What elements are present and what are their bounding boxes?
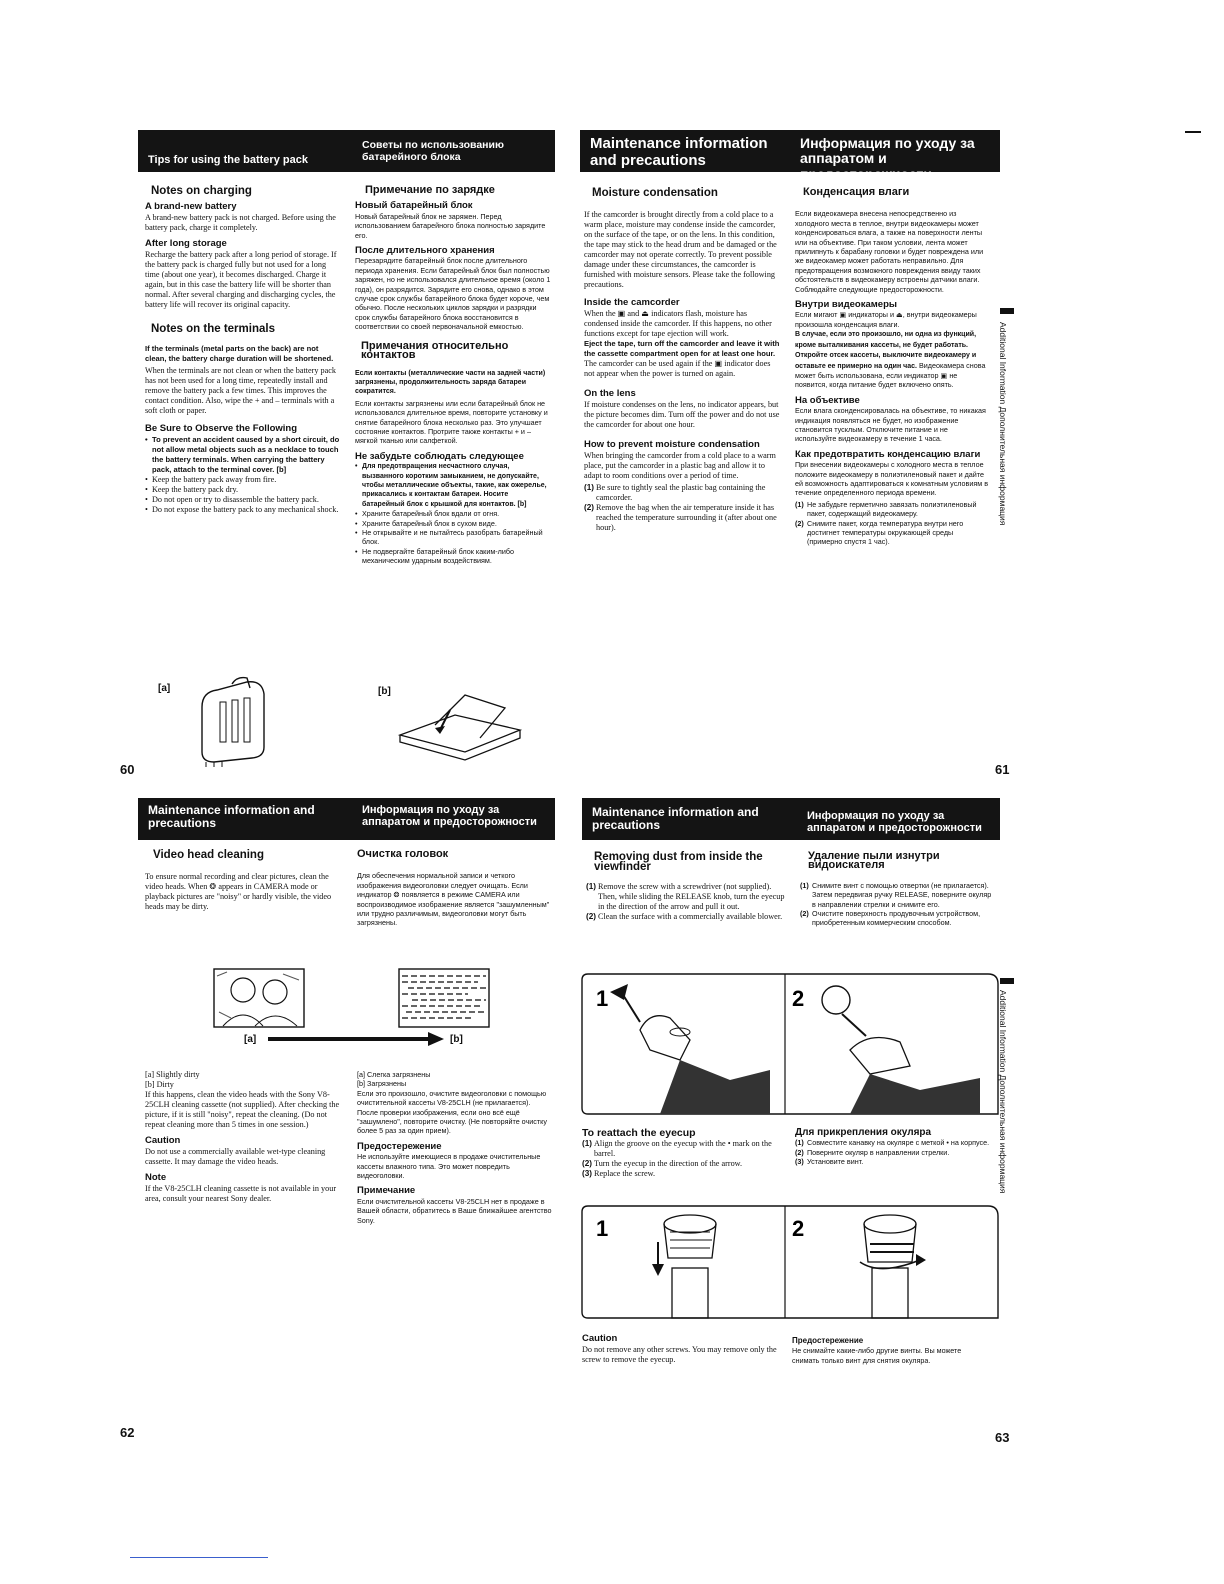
arrow-illustration (268, 1032, 444, 1046)
list-item: • Храните батарейный блок в сухом виде. (362, 519, 551, 528)
p63-en-reattach-column (582, 1122, 782, 1179)
section-tab-marker (1000, 978, 1014, 984)
text: Установите винт. (807, 1157, 864, 1167)
subheading: Внутри видеокамеры (795, 299, 897, 311)
paragraph: Если влага сконденсировалась на объективе, то никакая индикация появляться не будет, но изображение становится тусклым. Отключите питание и не используйте видеокамеру в течение 1 часа. (795, 406, 986, 444)
paragraph: Новый батарейный блок не заряжен. Перед использованием батарейного блока полностью зарядите его. (355, 211, 546, 240)
legend-a: [a] Slightly dirty (145, 1070, 200, 1079)
step-number: 1 (596, 986, 609, 1011)
list-item: • Do not open or try to disassemble the battery pack. (152, 495, 341, 505)
paragraph: Не снимайте какие-либо другие винты. Вы можете снимать только винт для снятия окуляра. (792, 1346, 962, 1365)
banner-title: Maintenance information and precautions (148, 803, 315, 831)
section-heading: Notes on the terminals (151, 323, 275, 335)
list-item (584, 483, 780, 503)
side-section-label: Additional Information Дополнительная информация (998, 322, 1008, 526)
list-item: • To prevent an accident caused by a short circuit, do not allow metal objects such as a necklace to touch the battery terminals. When carrying the battery pack, attach to the terminal cover. [b] (152, 435, 341, 475)
page-number: 61 (995, 762, 1010, 777)
list-item (795, 500, 990, 519)
text: Replace the screw. (594, 1169, 656, 1178)
bold-text: Eject the tape, turn off the camcorder and leave it with the cassette compartment open for at least one hour. (584, 339, 780, 358)
paragraph: If the camcorder is brought directly from a cold place to a warm place, moisture may condense inside the camcorder, on the surface of the tape, or on the lens. In this condition, the tape may stick to the head drum and be damaged or the camcorder may not operate correctly. To prevent possible damage under these circumstances, the camcorder is furnished with moisture sensors. Please take the following precautions. (584, 210, 777, 289)
eyecup-removal-illustration (580, 970, 1000, 1118)
p63-ru-reattach-column (795, 1122, 991, 1167)
illustration-label-a: [a] (158, 683, 171, 694)
item-number: (1) (586, 882, 597, 891)
step-number: 2 (792, 1216, 805, 1241)
paragraph (584, 309, 780, 379)
p61-en-column (584, 188, 780, 533)
subheading: Be Sure to Observe the Following (145, 423, 298, 434)
item-number: (3) (582, 1169, 593, 1178)
legend-a: [a] Слегка загрязнены (357, 1070, 431, 1079)
paragraph: Если очистительной кассеты V8-25CLH нет в продаже в Вашей области, обратитесь в Ваше ближайшее агентство Sony. (357, 1196, 552, 1225)
list-item (582, 1159, 782, 1169)
paragraph: When bringing the camcorder from a cold place to a warm place, put the camcorder in a plastic bag and allow it to adapt to room conditions over a period of time. (584, 451, 776, 480)
subheading: Как предотвратить конденсацию влаги (795, 448, 981, 460)
banner-p61-en (580, 130, 790, 172)
list-item: • Для предотвращения несчастного случая, вызванного коротким замыканием, не допускайте, чтобы металлические объекты, такие, как ожерелье, прикасались к контактам батареи. Носите батарейный блок с крышкой для контактов. [b] (362, 462, 551, 509)
banner-title: Tips for using the battery pack (148, 154, 308, 166)
side-section-label: Additional Information Дополнительная информация (998, 990, 1008, 1194)
text: Поверните окуляр в направлении стрелки. (807, 1147, 950, 1157)
p63-en-caution (582, 1328, 782, 1367)
dirty-picture-illustration (398, 968, 490, 1028)
paragraph: При внесении видеокамеры с холодного места в теплое положите видеокамеру в полиэтиленовый пакет и дайте ей возможность адаптироваться к комнатным условиям в течение определенного периода времени. (795, 460, 989, 498)
step-number: 2 (792, 986, 805, 1011)
subheading: To reattach the eyecup (582, 1127, 696, 1139)
page-number: 62 (120, 1425, 135, 1440)
paragraph: Если контакты загрязнены или если батарейный блок не использовался длительное время, повторите установку и снятие батарейного блока несколько раз. Это улучшает состояние контактов. Протрите также контакты + и – мягкой тканью или салфеткой. (355, 398, 548, 446)
item-number: (2) (795, 1147, 804, 1157)
banner-p63-en (582, 798, 795, 840)
banner-p61-ru (790, 130, 1000, 182)
banner-title: Maintenance information and precautions (592, 805, 759, 833)
section-heading: Moisture condensation (592, 187, 718, 199)
banner-p60-en (138, 130, 350, 172)
item-number: (1) (584, 483, 595, 492)
list-item (795, 1148, 991, 1157)
item-number: (3) (795, 1157, 804, 1167)
bold-text: В случае, если это произошло, ни одна из функций, кроме выталкивания кассеты, не будет работать. Откройте отсек кассеты, выключите видеокамеру и оставьте ее примерно на один час. (795, 331, 977, 370)
text: The camcorder can be used again if the ▣ indicator does not appear when the power is turned on again. (584, 359, 771, 378)
subheading: После длительного хранения (355, 245, 495, 257)
page-number: 63 (995, 1430, 1010, 1445)
text: Align the groove on the eyecup with the • mark on the barrel. (594, 1139, 772, 1158)
bullet-list (145, 435, 341, 515)
section-heading: Примечания относительно контактов (361, 339, 509, 362)
item-number: (1) (795, 1138, 804, 1148)
section-heading: Video head cleaning (153, 849, 264, 861)
banner-p63-ru (795, 798, 1000, 840)
numbered-list (795, 1138, 991, 1166)
item-number: (2) (586, 912, 597, 921)
list-item (795, 1157, 991, 1166)
numbered-list (795, 500, 990, 547)
list-item (582, 1169, 782, 1179)
section-heading: Очистка головок (357, 848, 449, 860)
banner-p60-ru (350, 130, 555, 172)
subheading: A brand-new battery (145, 201, 237, 212)
subheading: Inside the camcorder (584, 297, 680, 308)
text: Очистите поверхность продувочным устройством, приобретенным коммерческим способом. (812, 909, 981, 928)
text: Снимите пакет, когда температура внутри него достигнет температуры окружающей среды (примерно спустя 1 час). (807, 518, 964, 547)
subheading: How to prevent moisture condensation (584, 439, 760, 450)
subheading: Предостережение (357, 1140, 442, 1152)
legend-b: [b] Dirty (145, 1080, 174, 1089)
slightly-dirty-picture-illustration (213, 968, 305, 1028)
bold-paragraph: Если контакты (металлические части на задней части) загрязнены, продолжительность заряда батареи сократится. (355, 369, 546, 396)
text: Turn the eyecup in the direction of the arrow. (594, 1159, 743, 1168)
text: When the ▣ and ⏏ indicators flash, moisture has condensed inside the camcorder. If this happens, no other functions except for tape ejection will work. (584, 309, 772, 338)
paragraph: Не используйте имеющиеся в продаже очистительные кассеты влажного типа. Это может повредить видеоголовки. (357, 1152, 541, 1181)
item-number: (2) (584, 503, 595, 512)
paragraph: Recharge the battery pack after a long period of storage. If the battery pack is charged fully but not used for a long time (about one year), it becomes discharged. Charge it again, but in this case the battery life will be shorter than normal. After several charging and discharging cycles, the battery life will recover its original capacity. (145, 250, 337, 309)
illustration-label-b: [b] (378, 686, 391, 697)
subheading: Note (145, 1172, 167, 1183)
list-item (800, 881, 992, 909)
item-number: (2) (795, 518, 804, 528)
text: Remove the screw with a screwdriver (not supplied). Then, while sliding the RELEASE knob, turn the eyecup in the direction of the arrow and pull it out. (598, 882, 785, 911)
paragraph: If this happens, clean the video heads with the Sony V8-25CLH cleaning cassette (not supplied). After checking the picture, if it is still "noisy", repeat the cleaning. (Do not repeat cleaning more than 5 times in one session.) (145, 1090, 340, 1129)
section-heading: Примечание по зарядке (365, 184, 495, 196)
terminal-cover-illustration (395, 690, 525, 765)
list-item (795, 519, 990, 547)
item-number: (1) (582, 1139, 593, 1148)
p63-ru-caution (792, 1330, 988, 1367)
list-item (586, 912, 786, 922)
bold-paragraph: If the terminals (metal parts on the back) are not clean, the battery charge duration will be shortened. (145, 344, 334, 363)
text: Снимите винт с помощью отвертки (не прилагается). Затем передвигая ручку RELEASE, поверните окуляр в направлении стрелки и снимите его. (812, 880, 992, 909)
subheading: Новый батарейный блок (355, 200, 473, 212)
battery-pack-illustration (192, 672, 282, 767)
numbered-list (586, 882, 786, 922)
step-number: 1 (596, 1216, 609, 1241)
list-item (586, 882, 786, 912)
subheading: Примечание (357, 1185, 416, 1197)
subheading: Caution (145, 1135, 181, 1146)
subheading: На объективе (795, 394, 860, 406)
legend (145, 1070, 341, 1090)
text: Remove the bag when the air temperature inside it has reached the temperature surrounding it (after about one hour). (596, 503, 777, 532)
subheading: Для прикрепления окуляра (795, 1127, 932, 1138)
p63-en-column (586, 852, 786, 922)
paragraph: Перезарядите батарейный блок после длительного периода хранения. Если батарейный блок был полностью заряжен, но не использовался длительное время (около 1 года), он разрядится. Зарядите его снова, однако в этом случае срок службы батарейного блока будет короче, чем обычно. После нескольких циклов зарядки и разрядки срок службы батарейного блока восстановится в соответствии со своей первоначальной емкостью. (355, 256, 551, 332)
bullet-list (355, 462, 551, 565)
subheading: Caution (582, 1333, 618, 1344)
subheading: After long storage (145, 238, 227, 249)
text: Be sure to tightly seal the plastic bag containing the camcorder. (596, 483, 766, 502)
text: Видеокамера снова может быть использована, если индикатор ▣ не появится, когда питание будет включено опять. (795, 360, 986, 390)
text: Совместите канавку на окуляре с меткой • на корпусе. (807, 1138, 990, 1148)
item-number: (2) (582, 1159, 593, 1168)
subheading: Не забудьте соблюдать следующее (355, 450, 524, 462)
section-heading: Удаление пыли изнутри видоискателя (808, 850, 940, 872)
banner-p62-ru (350, 798, 555, 840)
numbered-list (582, 1139, 782, 1179)
p60-ru-column (355, 186, 551, 566)
paragraph: If the V8-25CLH cleaning cassette is not available in your area, consult your nearest Sony dealer. (145, 1184, 337, 1203)
banner-p62-en (138, 798, 350, 840)
illustration-label-a: [a] (244, 1034, 257, 1045)
text: Не забудьте герметично завязать полиэтиленовый пакет, содержащий видеокамеру. (807, 499, 977, 519)
section-heading: Notes on charging (151, 185, 252, 197)
p62-ru-lower-column (357, 1070, 553, 1227)
banner-title: Maintenance information and precautions (590, 135, 768, 169)
paragraph: If moisture condenses on the lens, no indicator appears, but the picture becomes dim. Turn off the power and do not use the camcorder for about one hour. (584, 400, 780, 429)
item-number: (1) (795, 499, 804, 509)
paragraph: To ensure normal recording and clear pictures, clean the video heads. When ❂ appears in CAMERA mode or playback pictures are "noisy" or hardly visible, the video heads may be dirty. (145, 872, 332, 911)
text: Если мигают ▣ индикаторы и ⏏, внутри видеокамеры произошла конденсация влаги. (795, 310, 977, 329)
p60-en-column (145, 186, 341, 515)
paragraph: Do not use a commercially available wet-type cleaning cassette. It may damage the video heads. (145, 1147, 326, 1166)
list-item (584, 503, 780, 533)
list-item (582, 1139, 782, 1159)
p63-ru-column (800, 852, 992, 928)
subheading: Предостережение (792, 1336, 864, 1345)
p62-ru-column (357, 850, 553, 930)
list-item (800, 909, 992, 928)
edge-mark (1185, 131, 1201, 133)
eyecup-reattach-illustration (580, 1202, 1000, 1322)
illustration-label-b: [b] (450, 1034, 463, 1045)
p62-en-lower-column (145, 1070, 341, 1206)
banner-title: Информация по уходу за аппаратом и предосторожности (807, 810, 982, 835)
subheading: On the lens (584, 388, 636, 399)
item-number: (2) (800, 909, 809, 919)
list-item: • Do not expose the battery pack to any mechanical shock. (152, 505, 341, 515)
paragraph: Do not remove any other screws. You may remove only the screw to remove the eyecup. (582, 1345, 777, 1364)
footer-rule (130, 1557, 268, 1558)
paragraph: Если видеокамера внесена непосредственно из холодного места в теплое, внутри видеокамеры может конденсироваться влага, а также на поверхности ленты или на объективе. При таком условии, лента может прилипнуть к барабану головки и будет повреждена или же видеокамер может работать неправильно. Для предотвращения возможного повреждения ввиду таких обстоятельств в видеокамеру встроены датчики влаги. Соблюдайте следующие предосторожности. (795, 209, 984, 294)
text: Clean the surface with a commercially available blower. (598, 912, 783, 921)
paragraph: Если это произошло, очистите видеоголовки с помощью очистительной кассеты V8-25CLH (не прилагается). После проверки изображения, если оно всё ещё "зашумлено", повторите очистку. (Не повторяйте очистку более 5 раз за один прием). (357, 1088, 547, 1136)
numbered-list (800, 881, 992, 928)
list-item: • Не подвергайте батарейный блок каким-либо механическим ударным воздействиям. (362, 547, 551, 566)
p62-en-column (145, 850, 341, 914)
list-item (795, 1138, 991, 1147)
legend-b: [b] Загрязнены (357, 1079, 407, 1089)
list-item: • Keep the battery pack away from fire. (152, 475, 341, 485)
list-item: • Храните батарейный блок вдали от огня. (362, 509, 551, 518)
list-item: • Не открывайте и не пытайтесь разобрать батарейный блок. (362, 528, 551, 547)
page-number: 60 (120, 762, 135, 777)
banner-title: Информация по уходу за аппаратом и предосторожности (362, 804, 537, 829)
legend (357, 1070, 553, 1089)
section-tab-marker (1000, 308, 1014, 314)
list-item: • Keep the battery pack dry. (152, 485, 341, 495)
paragraph: A brand-new battery pack is not charged. Before using the battery pack, charge it completely. (145, 213, 336, 232)
paragraph: When the terminals are not clean or when the battery pack has not been used for a long time, repeatedly install and remove the battery pack a few times. This improves the contact condition. Also, wipe the + and – terminals with a soft cloth or paper. (145, 366, 336, 415)
paragraph (795, 310, 990, 389)
item-number: (1) (800, 880, 809, 890)
section-heading: Removing dust from inside the viewfinder (594, 851, 763, 873)
section-heading: Конденсация влаги (803, 186, 910, 198)
paragraph: Для обеспечения нормальной записи и четкого изображения видеоголовки следует очищать. Если индикатор ❂ появляется в режиме CAMERA или воспроизводимое изображение является "зашумленным" или трудно различимым, видеоголовки могут быть загрязнены. (357, 871, 550, 928)
numbered-list (584, 483, 780, 533)
banner-title: Информация по уходу за аппаратом и предосторожности (800, 135, 975, 182)
banner-title: Советы по использованию батарейного блока (362, 139, 504, 163)
p61-ru-column (795, 188, 990, 547)
